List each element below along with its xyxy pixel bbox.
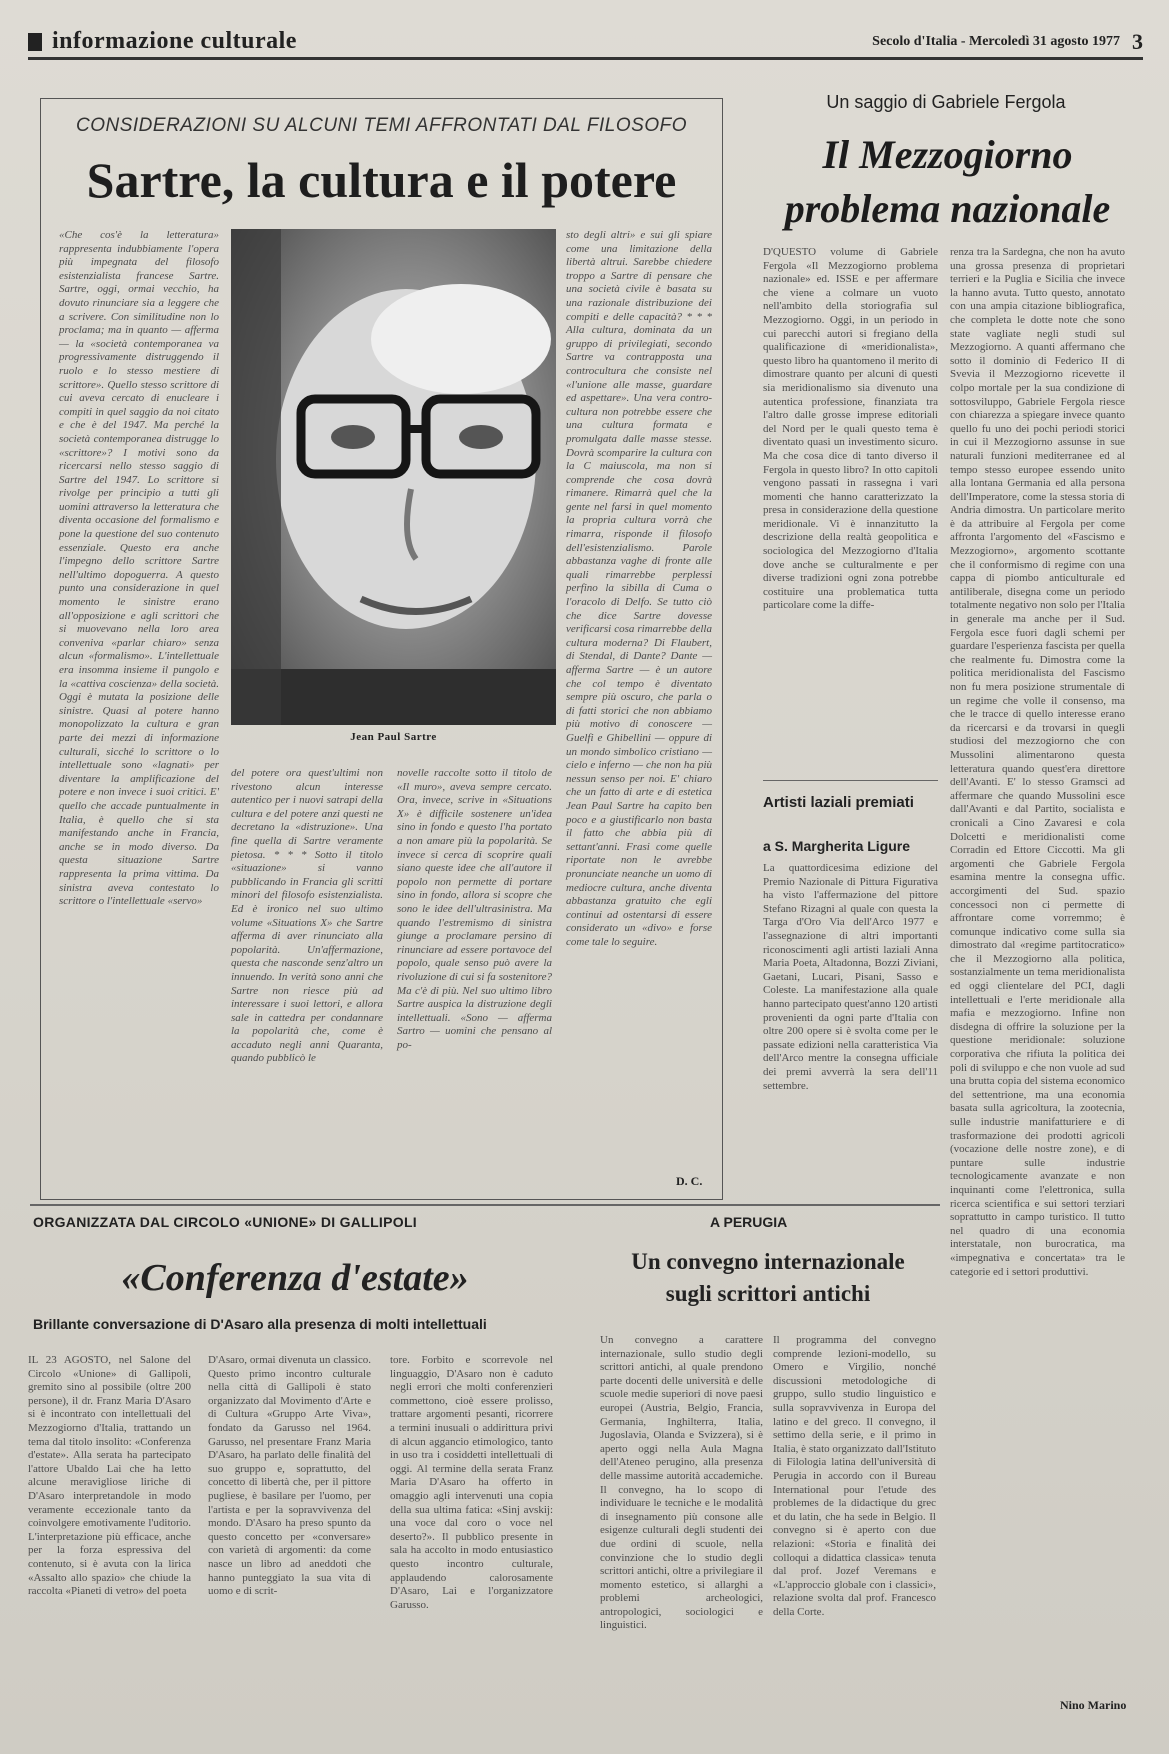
section-divider xyxy=(30,1204,940,1206)
sartre-column-4: sto degli altri» e sui gli spiare come una limitazione della libertà altrui. Sarebbe chiedere troppo a Sartre di pensare che una società civile è basata su una razionale distribuzione dei compiti e delle capacità? * * * Alla cultura, dominata da un gruppo di privilegiati, secondo Sartre va contrapposta una controcultura che consiste nel «l'unione alle masse, guardare ed aspettare». Una vera contro-cultura non potrebbe essere che una cultura formata e promulgata dalle masse stesse. Dovrà scomparire la cultura con la C maiuscola, ma non si comprende che cosa dovrà rimanere. Rimarrà quel che la gente nel farsi in quel momento la propria cultura vorrà che rimarra, risponde il filosofo dell'esistenzialismo. Parole abbastanza vaghe di fronte alle quali rimarrebbe perplessi perfino la sibilla di Cuma o l'oracolo di Delfo. Se tutto ciò che dice Sartre dovesse verificarsi cosa rimarrebbe della cultura moderna? Di Flaubert, di Stendal, di Dante? Dante — afferma Sartre — è un autore che col tempo è diventato sempre più oscuro, che parla o di fatti storici che non abbiamo più motivo di conoscere — Guelfi e Ghibellini — oppure di un mondo simbolico cristiano — cielo e inferno — che non ha più nessun senso per noi. E' chiaro che un fatto di arte e di estetica Jean Paul Sartre ha capito ben poco e a giustificarlo non basta il fatto che abbia più di settant'anni. Frasi come quelle riportate non le avrebbe pronunciate neanche un uomo di mediocre cultura, anche diventa abbastanza gratuito che egli continui ad ostentarsi di essere considerato un «divo» e forse come tale lo seguire. xyxy=(566,229,712,948)
artisti-subheadline: a S. Margherita Ligure xyxy=(763,838,911,854)
page-number: 3 xyxy=(1132,28,1143,54)
artisti-divider xyxy=(763,780,938,781)
conferenza-subheadline: Brillante conversazione di D'Asaro alla presenza di molti intellettuali xyxy=(33,1316,487,1332)
sartre-column-1-top: «Che cos'è la letteratura» rappresenta indubbiamente l'opera più impegnata del filosofo esistenzialista francese Sartre. Sartre, oggi, ormai vecchio, ha dovuto rinunciare sia a leggere che a scrivere. Con similitudine non lo proclama; ma in quanto — afferma — la «società contemporanea va progressivamente distruggendo il ruolo e lo stesso mestiere di scrittore». Quello stesso scrittore di cui aveva cercato di enucleare i compiti in quel saggio da noi citato e che è del 1947. Ma perché la società contemporanea distrugge lo «scrittore»? I motivi sono da ricercarsi nello stesso saggio di Sartre del 1947. Lo scrittore si rivolge per principio a tutti gli uomini attraverso la letteratura che diventa occasione del formalismo e pone la questione del suo contenuto essenziale. Questo era anche l'impegno dello scrittore Sartre nell'ultimo dopoguerra. A questo punto una considerazione in quel momento le sinistre erano all'opposizione e agli scrittori che si muovevano nella loro area conveniva «parlar chiaro» senza alcun «formalismo». L'intellettuale era insomma insieme il pungolo e la «cattiva coscienza» della società. Oggi è mutata la posizione delle sinistre. Quasi al potere hanno monopolizzato la cultura e gran parte dei mezzi di informazione culturali, sicché lo scrittore o lo intellettuale sono «lagnati» per diventare la amplificazione del potere e non invece i suoi critici. E' quello che accade puntualmente in Italia, è quello che si sta manifestando anche in Francia, anche se in modo diverso. Da questa situazione Sartre rappresenta la prima vittima. Da sinistra aveva contestato lo scrittore o l'intellettuale «servo» xyxy=(59,229,219,908)
convegno-headline-line-2: sugli scrittori antichi xyxy=(665,1281,871,1306)
conferenza-column-1: IL 23 AGOSTO, nel Salone del Circolo «Unione» di Gallipoli, gremito sino al possibile (oltre 200 persone), il dr. Franz Maria D'Asaro si è incontrato con intellettuali del Mezzogiorno d'Italia, trattando un tema dal titolo insolito: «Conferenza d'estate». Alla serata ha partecipato l'attore Ubaldo Lai che ha letto alcune meravigliose liriche di D'Asaro interpretandole in modo veramente eccezionale tanto da coinvolgere emotivamente l'uditorio. L'interpretazione più efficace, anche per la forza espressiva del contenuto, si è avuta con la lirica «Assalto allo spazio» che chiude la raccolta «Pianeti di vetro» del poeta xyxy=(28,1354,191,1598)
conferenza-column-2: D'Asaro, ormai divenuta un classico. Questo primo incontro culturale nella città di Gallipoli è stato organizzato dal Movimento d'Arte e di Cultura «Gruppo Arte Viva», fondato da Garusso nel 1964. Garusso, nel presentare Franz Maria D'Asaro, ha parlato delle finalità del suo gruppo e, soprattutto, del concetto di libertà che, per il pittore pugliese, è basilare per l'uomo, per l'artista e per la sopravvivenza del mondo. D'Asaro ha preso spunto da questo concetto per «conversare» con varietà di argomenti: da come nasce un libro ad aneddoti che hanno punteggiato la sua vita di uomo e di scrit- xyxy=(208,1354,371,1598)
photo-caption: Jean Paul Sartre xyxy=(350,731,437,743)
sartre-article xyxy=(40,98,723,1200)
convegno-column-1: Un convegno a carattere internazionale, sullo studio degli scrittori antichi, al quale prendono parte docenti delle università e delle scuole medie superiori di nove paesi europei (Austria, Belgio, Francia, Germania, Inghilterra, Italia, Jugoslavia, Olanda e Svizzera), si è aperto oggi nella Aula Magna dell'Ateneo perugino, alla presenza delle massime autorità accademiche. Il convegno, ha lo scopo di individuare le tecniche e le modalità di insegnamento più consone alle esigenze culturali degli studenti dei due ordini di scuole, nella convinzione che lo studio degli scrittori antichi, oltre a privilegiare il momento estetico, si allarghi a problemi archeologici, antropologici, sociologici e linguistici. xyxy=(600,1334,763,1632)
artisti-body: La quattordicesima edizione del Premio Nazionale di Pittura Figurativa ha visto l'affermazione del pittore Stefano Rizagni al quale con questa la Targa d'Oro Via dell'Arco 1977 e l'assegnazione di altri importanti riconoscimenti agli artisti laziali Anna Maria Poeta, Altadonna, Bozzi Ziviani, Gaetani, Lucari, Pisani, Sasso e Coleste. La manifestazione alla quale hanno partecipato quest'anno 120 artisti provenienti da ogni parte d'Italia con oltre 200 opere si è svolta come per le passate edizioni nella caratteristica Via dell'Arco mentre la consegna ufficiale dei premi avverrà la sera dell'11 settembre. xyxy=(763,862,938,1092)
sartre-column-3: novelle raccolte sotto il titolo de «Il muro», aveva sempre cercato. Ora, invece, scrive in «Situations X» è difficile sostenere un'idea sino in fondo e questo l'ha portato a non amare più la popolarità. Se invece si cerca di scoprire quali siano queste idee che all'autore il popolo non permette di portare sino in fondo, allora si scopre che sono le idee dell'ultrasinistra. Ma quando l'estremismo di sinistra giunge a proclamare persino di rinunciare ad essere portavoce del popolo, quale senso può avere la rivoluzione di cui si fa sostenitore? Ma c'è di più. Nel suo ultimo libro Sartre auspica la distruzione degli intellettuali. «Sono — afferma Sartro — uomini che pensano al po- xyxy=(397,767,552,1051)
artisti-headline: Artisti laziali premiati xyxy=(763,794,914,811)
right-eye xyxy=(459,425,503,449)
forehead-highlight xyxy=(371,284,551,394)
issue-date: Secolo d'Italia - Mercoledì 31 agosto 1977 xyxy=(872,33,1120,49)
portrait-illustration xyxy=(231,229,556,725)
convegno-headline xyxy=(588,1246,948,1310)
fergola-column-1: D'QUESTO volume di Gabriele Fergola «Il Mezzogiorno problema nazionale» ed. ISSE e per affermare che viene a colmare un vuoto nell'ambito della storiografia sul Mezzogiorno. Oggi, in un periodo in cui parecchi autori si fregiano della qualificazione di «meridionalista», questo libro ha quantomeno il merito di dimostrare quanto per alcuni di questi sia meridionalismo sia divenuto una autentica professione, finanziata tra l'altro dalle grosse imprese editoriali del Nord per le quali questo tema è diventato quasi un investimento sicuro. Ma che cosa dice di tanto diverso il Fergola in questo libro? In otto capitoli vengono passati in rassegna i vari momenti che hanno caratterizzato la presa in considerazione della questione meridionale. Vi è innanzitutto la descrizione della realtà geopolitica e sociologica del Mezzogiorno d'Italia dove anche se culturalmente e per diverse tradizioni ogni zona potrebbe costituire una problematica tutta particolare come la diffe- xyxy=(763,246,938,612)
sartre-portrait-photo xyxy=(231,229,556,725)
sartre-kicker: CONSIDERAZIONI SU ALCUNI TEMI AFFRONTATI DAL FILOSOFO xyxy=(76,115,687,136)
masthead xyxy=(28,26,1143,60)
left-shadow xyxy=(231,229,281,725)
sartre-column-1-bottom xyxy=(59,764,219,1189)
sartre-signature: D. C. xyxy=(676,1174,703,1188)
fergola-headline-line-2: problema nazionale xyxy=(784,186,1111,231)
fergola-headline-line-1: Il Mezzogiorno xyxy=(822,132,1073,177)
conferenza-headline: «Conferenza d'estate» xyxy=(121,1257,469,1299)
left-eye xyxy=(331,425,375,449)
masthead-right xyxy=(872,29,1143,55)
convegno-column-2: Il programma del convegno comprende lezioni-modello, su Omero e Virgilio, nonché discussioni metodologiche di gruppo, sullo studio linguistico e sulla sopravvivenza in Europa del latino e del greco. Il convegno, il settimo della serie, e il primo in Italia, è stato organizzato dall'Istituto di Filologia latina dell'università di Perugia in accordo con il Bureau International pour l'etude des problemes de la didactique du grec et du latin, che ha sede in Belgio. Il convegno si è aperto con due relazioni: «Storia e finalità dei colloqui a didattica classica» tenuta dal prof. Jozef Veremans e «L'approccio globale con i classici», relazione svolta dal prof. Francesco della Corte. xyxy=(773,1334,936,1618)
sartre-headline: Sartre, la cultura e il potere xyxy=(86,152,677,208)
section-marker-square xyxy=(28,33,42,51)
conferenza-column-3: tore. Forbito e scorrevole nel linguaggio, D'Asaro non è caduto negli errori che molti conferenzieri commettono, cioè essere prolisso, trattare argomenti pesanti, ricorrere a termini inusuali o addirittura privi di alcun aggancio etimologico, tanto in uso tra i cosiddetti intellettuali di oggi. Al termine della serata Franz Maria D'Asaro ha offerto in omaggio agli intervenuti una copia della sua ultima fatica: «Sinj avskij: una voce dal coro o voce nel deserto?». Il pubblico presente in sala ha accolto in modo entusiastico questo incontro culturale, applaudendo calorosamente D'Asaro, Lai e l'organizzatore Garusso. xyxy=(390,1354,553,1611)
conferenza-kicker: ORGANIZZATA DAL CIRCOLO «UNIONE» DI GALLIPOLI xyxy=(33,1214,417,1230)
convegno-kicker: A PERUGIA xyxy=(710,1214,788,1230)
fergola-column-2: renza tra la Sardegna, che non ha avuto una grossa presenza di proprietari terrieri e la Puglia e Sicilia che invece la hanno avuta. Tutto questo, annotato con una ampia citazione bibliografica, che completa le dotte note che sono state vagliate negli studi sul Mezzogiorno. A quanti affermano che sotto il dominio di Federico II di Svevia il Mezzogiorno ricevette il colpo mortale per la sua condizione di sottosviluppo, Gabriele Fergola riesce con chiarezza a spiegare invece quanto quello fu uno dei pochi periodi storici in cui il Mezzogiorno assunse in sue naturali funzioni mediterranee ed al tempo stesso europee essendo unito alla lontana Germania ed alla persona dell'Imperatore, come la stessa storia di Andria dimostra. Un particolare merito è da attribuire al Fergola per come affronta l'argomento del «Fascismo e Mezzogiorno», argomento scottante che il conformismo di regime con una cappa di piombo anticulturale ed antiliberale, disegna come un periodo totalmente negativo non solo per l'Italia in generale ma anche per il Sud. Fergola esce fuori dagli schemi per guardare l'esperienza fascista per quella che realmente fu. Dimostra come la politica meridionalista del Fascismo non fu mera posizione strumentale di un regime che volle il consenso, ma che le tracce di quello interesse erano da ricercarsi e da trovarsi in quegli studiosi del mezzogiorno che con Mussolini alimentarono questa letteratura quando quest'era direttore dell'Avanti. E' lo stesso Gramsci ad affermare che quando Mussolini esce dall'Avanti e dal Partito, socialista e cronicali a Cino Zavaresi e cola Dolcetti e meridionalisti come Corradin ed Ettore Ciccotti. Ma gli argomenti che Gabriele Fergola esamina mentre la consegna uffic. accorgimenti del Sud. spazio concessoci non ci permette di affrontare come vorremmo; è comunque indicativo come sulla sia dimostrato dal «regime partitocratico» che il Mezzogiorno alla politica, sostanzialmente un tema meridionalista ed oggi clientelare del PCI, dagli intellettuali e l'erte meridionale alla mafia e mezzogiorno. Infine non disdegna di offrire la soluzione per la questione meridionale: soluzione corporativa che rifiuta la politica dei poli di sviluppo e che non vuole ad sud una brutta copia del sistema economico del settentrione, ma una economia basata sulla agricoltura, la zootecnia, sulle industrie manifatturiere e di trasformazione dei prodotti agricoli (vocazione delle nostre zone), e di puntare sulle industrie tecnologicamente avanzate e non inquinanti come l'elettronica, sulla ricerca scientifica e sui settori terziari soprattutto in campo turistico. Il tutto nel quadro di una economia interstatale, non burocratica, ma «impegnativa e concertata» tra le categorie ed i settori produttivi. xyxy=(950,246,1125,1278)
convegno-headline-line-1: Un convegno internazionale xyxy=(631,1249,905,1274)
sartre-column-2: del potere ora quest'ultimi non rivestono alcun interesse autentico per i nuovi satrapi della cultura e del potere anzi questi ne decretano la «distruzione». Una fine quella di Sartre veramente pietosa. * * * Sotto il titolo «situazione» si vanno pubblicando in Francia gli scritti minori del filosofo esistenzialista. Ed è ironico nel suo ultimo volume «Situations X» che Sartre afferma di aver rinunciato alla popolarità. Un'affermazione, questa che nasconde senz'altro un innuendo. In verità sono anni che Sartre non riesce più ad interessare i suoi lettori, e allora sale in cattedra per condannare la popolarità che, come è accaduto negli anni Quaranta, quando pubblicò le xyxy=(231,767,383,1065)
fergola-headline xyxy=(755,128,1140,236)
fergola-kicker: Un saggio di Gabriele Fergola xyxy=(826,92,1066,112)
fergola-signature: Nino Marino xyxy=(1060,1698,1127,1712)
section-title: informazione culturale xyxy=(52,28,297,54)
